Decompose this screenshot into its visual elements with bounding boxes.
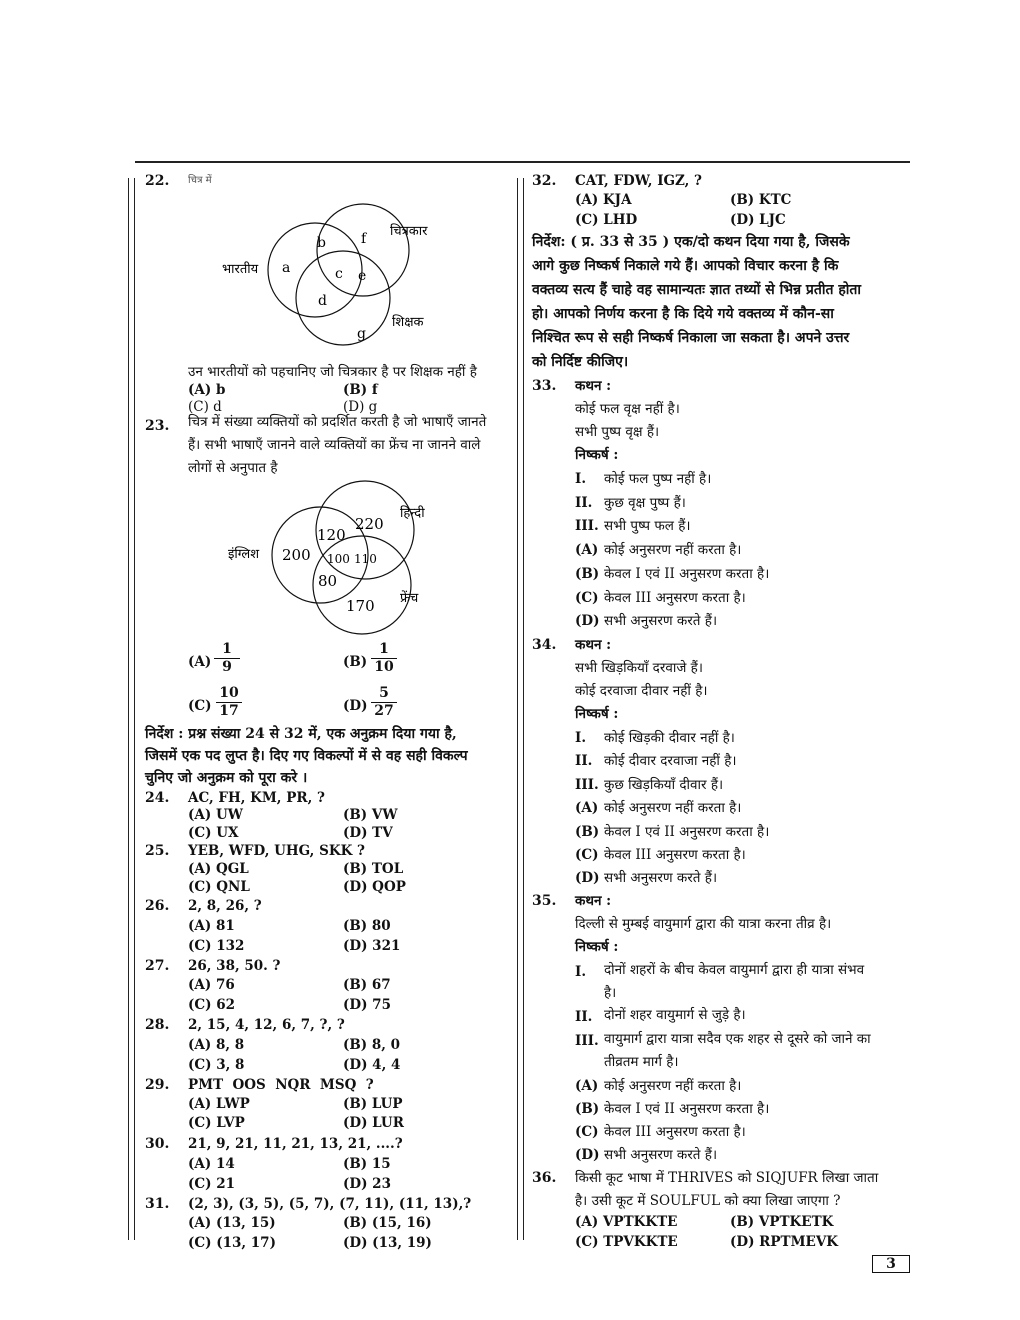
q23-option-b-num: 1 — [371, 641, 397, 659]
q23-text-line1: चित्र में संख्या व्यक्तियों को प्रदर्शित करती है जो भाषाएँ जानते — [188, 414, 487, 430]
q32-option-c: (C) LHD — [575, 212, 638, 228]
q30-number: 30. — [145, 1136, 170, 1152]
q32-number: 32. — [532, 173, 557, 189]
q29-option-b: (B) LUP — [343, 1096, 403, 1112]
q35-option-a: कोई अनुसरण नहीं करता है। — [604, 1078, 742, 1094]
q33-option-d-label: (D) — [575, 613, 600, 629]
q35-kathan: कथन : — [575, 893, 612, 909]
q23-value-french-only: 170 — [346, 597, 375, 615]
q22-question: उन भारतीयों को पहचानिए जो चित्रकार है पर शिक्षक नहीं है — [188, 364, 477, 380]
q24-question: AC, FH, KM, PR, ? — [188, 790, 325, 806]
q26-option-c: (C) 132 — [188, 938, 245, 954]
q34-conclusion-3: कुछ खिड़कियाँ दीवार हैं। — [604, 777, 724, 793]
q25-option-a: (A) QGL — [188, 861, 249, 877]
q23-option-d-num: 5 — [371, 685, 397, 703]
q23-option-d-label: (D) — [343, 698, 368, 714]
q23-value-hindi-only: 220 — [355, 515, 384, 533]
q23-option-d-den: 27 — [374, 703, 394, 719]
q33-number: 33. — [532, 378, 557, 394]
q35-option-d: सभी अनुसरण करते हैं। — [604, 1147, 718, 1163]
q33-nishkarsh: निष्कर्ष : — [575, 447, 619, 463]
q22-region-g: g — [357, 326, 366, 342]
q22-region-c: c — [335, 266, 343, 282]
q35-conclusion-3-num: III. — [575, 1033, 599, 1049]
q33-option-a-label: (A) — [575, 542, 599, 558]
directions-24-32-line2: जिसमें एक पद लुप्त है। दिए गए विकल्पों में से वह सही विकल्प — [145, 748, 468, 764]
q29-option-d: (D) LUR — [343, 1115, 404, 1131]
q23-label-left: इंग्लिश — [228, 547, 260, 562]
q25-number: 25. — [145, 843, 170, 859]
q34-option-d: सभी अनुसरण करते हैं। — [604, 870, 718, 886]
q34-nishkarsh: निष्कर्ष : — [575, 706, 619, 722]
q28-number: 28. — [145, 1017, 170, 1033]
q35-option-b: केवल I एवं II अनुसरण करता है। — [604, 1101, 770, 1117]
q23-value-all: 100 — [327, 552, 350, 566]
q34-conclusion-1: कोई खिड़की दीवार नहीं है। — [604, 730, 735, 746]
q25-option-c: (C) QNL — [188, 879, 250, 895]
q33-statement-2: सभी पुष्प वृक्ष हैं। — [575, 424, 660, 440]
q30-option-d: (D) 23 — [343, 1176, 391, 1192]
q23-venn-diagram — [220, 475, 460, 640]
q23-option-a-label: (A) — [188, 654, 212, 670]
q25-option-b: (B) TOL — [343, 861, 404, 877]
directions-24-32-line3: चुनिए जो अनुक्रम को पूरा करे । — [145, 770, 308, 786]
q24-number: 24. — [145, 790, 170, 806]
q23-label-bottom: फ्रेंच — [400, 591, 419, 606]
q22-region-d: d — [318, 293, 327, 309]
page-number: 3 — [872, 1255, 910, 1273]
q22-circle-teacher — [296, 251, 390, 345]
q22-number: 22. — [145, 173, 170, 189]
q32-question: CAT, FDW, IGZ, ? — [575, 173, 702, 189]
q34-conclusion-3-num: III. — [575, 777, 599, 793]
q32-option-d: (D) LJC — [730, 212, 786, 228]
q33-option-c: केवल III अनुसरण करता है। — [604, 590, 746, 606]
q34-statement-2: कोई दरवाजा दीवार नहीं है। — [575, 683, 708, 699]
directions-33-35-line2: आगे कुछ निष्कर्ष निकाले गये हैं। आपको विचार करना है कि — [532, 258, 839, 274]
q36-line2: है। उसी कूट में SOULFUL को क्या लिखा जाएगा ? — [575, 1193, 841, 1209]
q33-conclusion-2: कुछ वृक्ष पुष्प हैं। — [604, 495, 686, 511]
q23-option-b-label: (B) — [343, 654, 368, 670]
q35-conclusion-1-line1: दोनों शहरों के बीच केवल वायुमार्ग द्वारा ही यात्रा संभव — [604, 962, 865, 978]
q28-option-c: (C) 3, 8 — [188, 1057, 245, 1073]
q25-option-d: (D) QOP — [343, 879, 406, 895]
q31-option-a: (A) (13, 15) — [188, 1215, 276, 1231]
q31-option-b: (B) (15, 16) — [343, 1215, 432, 1231]
q36-number: 36. — [532, 1170, 557, 1186]
q30-option-b: (B) 15 — [343, 1156, 391, 1172]
q33-option-b-label: (B) — [575, 566, 600, 582]
q23-option-b-den: 10 — [374, 659, 394, 675]
q22-option-c: (C) d — [188, 399, 222, 415]
q26-option-b: (B) 80 — [343, 918, 391, 934]
q31-question: (2, 3), (3, 5), (5, 7), (7, 11), (11, 13),? — [188, 1196, 472, 1212]
q23-value-english-french: 80 — [318, 572, 338, 590]
q30-question: 21, 9, 21, 11, 21, 13, 21, ....? — [188, 1136, 403, 1152]
q25-question: YEB, WFD, UHG, SKK ? — [188, 843, 365, 859]
q23-option-a-num: 1 — [214, 641, 240, 659]
q35-option-b-label: (B) — [575, 1101, 600, 1117]
q32-option-b: (B) KTC — [730, 192, 792, 208]
left-margin-rule-inner — [134, 178, 135, 1240]
q23-option-a-den: 9 — [222, 659, 232, 675]
q27-number: 27. — [145, 958, 170, 974]
q31-option-c: (C) (13, 17) — [188, 1235, 276, 1251]
q23-text-line2: हैं। सभी भाषाएँ जानने वाले व्यक्तियों का फ्रेंच ना जानने वाले — [188, 437, 481, 453]
directions-33-35-line6: को निर्दिष्ट कीजिए। — [532, 354, 629, 370]
q30-option-a: (A) 14 — [188, 1156, 235, 1172]
q35-conclusion-3-line1: वायुमार्ग द्वारा यात्रा सदैव एक शहर से दूसरे को जाने का — [604, 1031, 871, 1047]
q23-value-hindi-french: 110 — [354, 552, 377, 566]
q31-option-d: (D) (13, 19) — [343, 1235, 432, 1251]
q23-value-english-only: 200 — [282, 546, 311, 564]
q36-option-a: (A) VPTKKTE — [575, 1214, 678, 1230]
q23-value-english-hindi: 120 — [317, 526, 346, 544]
q29-number: 29. — [145, 1077, 170, 1093]
q34-conclusion-2-num: II. — [575, 753, 593, 769]
q22-region-a: a — [282, 260, 291, 276]
q35-conclusion-1-num: I. — [575, 964, 587, 980]
q33-conclusion-3: सभी पुष्प फल हैं। — [604, 518, 691, 534]
q23-option-d-fraction — [371, 685, 397, 720]
q35-option-c: केवल III अनुसरण करता है। — [604, 1124, 746, 1140]
q23-option-b-fraction — [371, 641, 397, 676]
q24-option-a: (A) UW — [188, 807, 243, 823]
q27-option-d: (D) 75 — [343, 997, 391, 1013]
q29-option-c: (C) LVP — [188, 1115, 245, 1131]
q36-option-b: (B) VPTKETK — [730, 1214, 834, 1230]
directions-33-35-line3: वक्तव्य सत्य हैं चाहे वह सामान्यतः ज्ञात तथ्यों से भिन्न प्रतीत होता — [532, 282, 862, 298]
left-margin-rule — [128, 178, 129, 1240]
q34-conclusion-1-num: I. — [575, 730, 587, 746]
q33-statement-1: कोई फल वृक्ष नहीं है। — [575, 401, 680, 417]
q33-option-a: कोई अनुसरण नहीं करता है। — [604, 542, 742, 558]
q27-option-c: (C) 62 — [188, 997, 236, 1013]
q34-conclusion-2: कोई दीवार दरवाजा नहीं है। — [604, 753, 737, 769]
q22-option-a: (A) b — [188, 382, 226, 398]
q23-option-c-den: 17 — [219, 703, 239, 719]
q24-option-d: (D) TV — [343, 825, 393, 841]
q35-option-c-label: (C) — [575, 1124, 599, 1140]
q35-conclusion-3-line2: तीव्रतम मार्ग है। — [604, 1054, 679, 1070]
q35-statement: दिल्ली से मुम्बई वायुमार्ग द्वारा की यात्रा करना तीव्र है। — [575, 916, 832, 932]
q28-question: 2, 15, 4, 12, 6, 7, ?, ? — [188, 1017, 345, 1033]
q28-option-b: (B) 8, 0 — [343, 1037, 401, 1053]
q34-option-a: कोई अनुसरण नहीं करता है। — [604, 800, 742, 816]
q36-option-c: (C) TPVKKTE — [575, 1234, 678, 1250]
q33-conclusion-2-num: II. — [575, 495, 593, 511]
directions-24-32-line1: निर्देश : प्रश्न संख्या 24 से 32 में, एक अनुक्रम दिया गया है, — [145, 726, 457, 742]
q34-number: 34. — [532, 637, 557, 653]
q22-option-d: (D) g — [343, 399, 378, 415]
q22-header: चित्र में — [188, 175, 212, 186]
q31-number: 31. — [145, 1196, 170, 1212]
top-rule — [135, 161, 910, 163]
q33-conclusion-1: कोई फल पुष्प नहीं है। — [604, 471, 712, 487]
column-divider-inner — [523, 178, 524, 1240]
q30-option-c: (C) 21 — [188, 1176, 236, 1192]
q29-option-a: (A) LWP — [188, 1096, 250, 1112]
q24-option-c: (C) UX — [188, 825, 239, 841]
q27-option-b: (B) 67 — [343, 977, 391, 993]
q23-text-line3: लोगों से अनुपात है — [188, 460, 278, 476]
q34-option-b: केवल I एवं II अनुसरण करता है। — [604, 824, 770, 840]
q35-option-a-label: (A) — [575, 1078, 599, 1094]
q22-venn-diagram — [210, 195, 460, 355]
q29-question: PMT OOS NQR MSQ ? — [188, 1077, 374, 1093]
q26-number: 26. — [145, 898, 170, 914]
q28-option-d: (D) 4, 4 — [343, 1057, 401, 1073]
q23-number: 23. — [145, 418, 170, 434]
q22-label-top: चित्रकार — [390, 224, 428, 239]
q35-option-d-label: (D) — [575, 1147, 600, 1163]
q23-option-c-num: 10 — [216, 685, 242, 703]
q26-option-a: (A) 81 — [188, 918, 235, 934]
q23-option-c-label: (C) — [188, 698, 212, 714]
q33-conclusion-3-num: III. — [575, 518, 599, 534]
q22-region-e: e — [358, 268, 367, 284]
directions-33-35-line5: निश्चित रूप से सही निष्कर्ष निकाला जा सकता है। अपने उत्तर — [532, 330, 850, 346]
directions-33-35-line1: निर्देश: ( प्र. 33 से 35 ) एक/दो कथन दिया गया है, जिसके — [532, 234, 850, 250]
q35-conclusion-2: दोनों शहर वायुमार्ग से जुड़े है। — [604, 1007, 746, 1023]
q23-option-c-fraction — [216, 685, 242, 720]
q26-option-d: (D) 321 — [343, 938, 401, 954]
q34-statement-1: सभी खिड़कियाँ दरवाजे हैं। — [575, 660, 703, 676]
directions-33-35-line4: हो। आपको निर्णय करना है कि दिये गये वक्तव्य में कौन-सा — [532, 306, 834, 322]
q27-option-a: (A) 76 — [188, 977, 235, 993]
q22-option-b: (B) f — [343, 382, 378, 398]
q33-kathan: कथन : — [575, 378, 612, 394]
q34-option-a-label: (A) — [575, 800, 599, 816]
q35-conclusion-1-line2: है। — [604, 985, 617, 1001]
q33-option-d: सभी अनुसरण करते हैं। — [604, 613, 718, 629]
q22-region-b: b — [317, 235, 326, 251]
q35-conclusion-2-num: II. — [575, 1009, 593, 1025]
q36-line1: किसी कूट भाषा में THRIVES को SIQJUFR लिखा जाता — [575, 1170, 879, 1186]
q24-option-b: (B) VW — [343, 807, 398, 823]
q36-option-d: (D) RPTMEVK — [730, 1234, 839, 1250]
q23-option-a-fraction — [214, 641, 240, 676]
q34-option-b-label: (B) — [575, 824, 600, 840]
q22-label-bottom: शिक्षक — [392, 315, 424, 330]
q34-option-d-label: (D) — [575, 870, 600, 886]
q32-option-a: (A) KJA — [575, 192, 632, 208]
q23-label-top: हिन्दी — [400, 506, 425, 521]
q33-conclusion-1-num: I. — [575, 471, 587, 487]
q34-kathan: कथन : — [575, 637, 612, 653]
q34-option-c: केवल III अनुसरण करता है। — [604, 847, 746, 863]
column-divider — [517, 178, 518, 1240]
q28-option-a: (A) 8, 8 — [188, 1037, 245, 1053]
q22-label-left: भारतीय — [222, 262, 259, 277]
q33-option-b: केवल I एवं II अनुसरण करता है। — [604, 566, 770, 582]
q35-nishkarsh: निष्कर्ष : — [575, 939, 619, 955]
q33-option-c-label: (C) — [575, 590, 599, 606]
q26-question: 2, 8, 26, ? — [188, 898, 262, 914]
q22-region-f: f — [361, 231, 367, 247]
q34-option-c-label: (C) — [575, 847, 599, 863]
q35-number: 35. — [532, 893, 557, 909]
q27-question: 26, 38, 50. ? — [188, 958, 281, 974]
